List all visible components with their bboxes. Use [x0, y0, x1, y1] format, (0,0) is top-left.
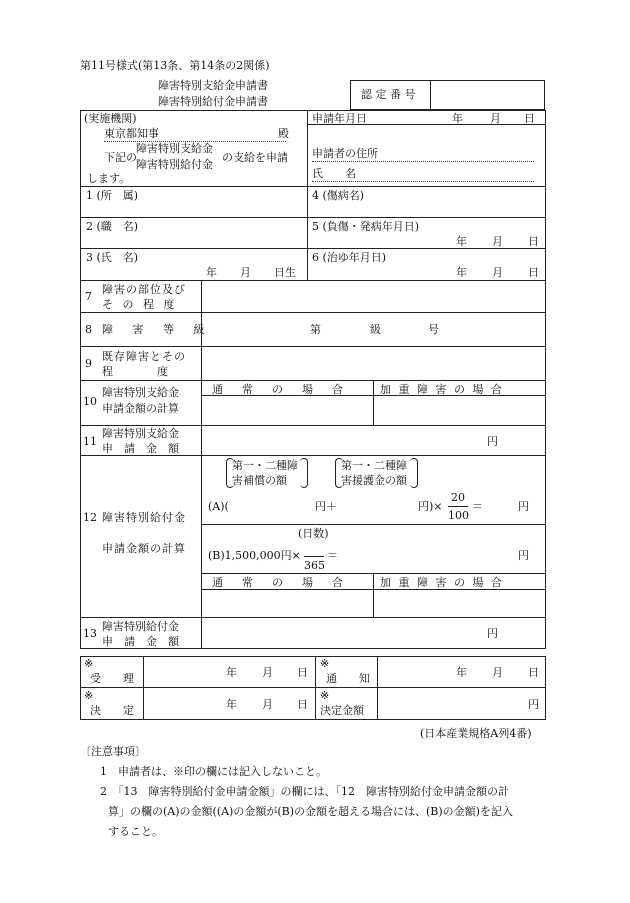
decision-month: 月	[262, 698, 273, 711]
row6-label: 6 (治ゆ年月日)	[312, 251, 387, 264]
formula-b-label: (B)1,500,000円×	[208, 549, 301, 562]
row13-label-1: 障害特別給付金	[102, 620, 179, 633]
r3-month: 月	[240, 266, 251, 279]
decision-label: 決 定	[90, 704, 134, 717]
request-option-1[interactable]: 障害特別支給金	[136, 142, 213, 155]
formula-b-yen: 円	[518, 549, 529, 562]
row9-label-2: 程 度	[102, 365, 168, 378]
row9-label-1: 既存障害とその	[102, 350, 186, 363]
decision-day: 日	[297, 698, 308, 711]
row12-label-2: 申請金額の計算	[102, 542, 186, 555]
note-1: 1 申請者は、※印の欄には記入しないこと。	[100, 765, 327, 778]
row12-label-1: 障害特別給付金	[102, 511, 186, 524]
r3-day: 日生	[274, 266, 296, 279]
formula-a-yen-paren: 円)×	[418, 500, 443, 513]
bracket1-line2: 害補償の額	[232, 474, 287, 487]
notice-year: 年	[456, 666, 467, 679]
r10-col-normal: 通 常 の 場 合	[212, 383, 347, 396]
request-tail: します。	[87, 172, 131, 185]
paper-spec: (日本産業規格A列4番)	[420, 727, 532, 740]
app-month-label: 月	[490, 112, 501, 125]
r5-day: 日	[528, 235, 539, 248]
r11-yen: 円	[487, 435, 498, 448]
r6-year: 年	[456, 266, 467, 279]
notice-label: 通 知	[326, 672, 370, 685]
recv-label: 受 理	[90, 672, 134, 685]
notice-month: 月	[492, 666, 503, 679]
row8-label: 障 害 等 級	[102, 323, 213, 336]
notice-day: 日	[528, 666, 539, 679]
row13-label-2: 申 請 金 額	[102, 635, 179, 648]
bracket-right-2	[410, 458, 418, 488]
row10-label-1: 障害特別支給金	[102, 386, 179, 399]
recv-mark: ※	[84, 657, 94, 670]
note-2-line-1: 2 「13 障害特別給付金申請金額」の欄には、「12 障害特別給付金申請金額の計	[100, 785, 509, 798]
address-label: 申請者の住所	[312, 147, 378, 160]
row7-label-1: 障害の部位及び	[102, 283, 186, 296]
amount-yen: 円	[528, 698, 539, 711]
form-number: 第11号様式(第13条、第14条の2関係)	[80, 59, 270, 72]
row2-label: 2 (職 名)	[86, 220, 139, 233]
r12-col-normal: 通 常 の 場 合	[212, 576, 347, 589]
bracket-right-1	[300, 458, 308, 488]
title-line-1: 障害特別支給金申請書	[158, 79, 268, 92]
request-prefix: 下記の	[104, 151, 137, 164]
formula-a-yen: 円	[518, 500, 529, 513]
address-line[interactable]	[312, 161, 534, 162]
recv-year: 年	[226, 666, 237, 679]
r3-year: 年	[206, 266, 217, 279]
r6-month: 月	[492, 266, 503, 279]
applicant-name-line[interactable]	[312, 181, 534, 182]
title-line-2: 障害特別給付金申請書	[158, 95, 268, 108]
notice-mark: ※	[320, 657, 330, 670]
office-use-table	[80, 656, 546, 720]
r13-yen: 円	[487, 627, 498, 640]
row11-number: 11	[83, 435, 97, 448]
frac1-numerator: 20	[451, 491, 465, 504]
formula-a-label: (A)(	[208, 500, 229, 513]
formula-b-days: (日数)	[298, 527, 329, 540]
row10-number: 10	[83, 395, 97, 408]
row1-label: 1 (所 属)	[86, 189, 139, 202]
agency-name: 東京都知事	[104, 127, 159, 140]
app-day-label: 日	[524, 112, 535, 125]
row13-box	[80, 617, 546, 649]
application-date-label: 申請年月日	[312, 112, 367, 125]
decision-year: 年	[226, 698, 237, 711]
row12-number: 12	[83, 511, 97, 524]
bracket1-line1: 第一・二種障	[232, 459, 298, 472]
bracket2-line1: 第一・二種障	[341, 459, 407, 472]
r6-day: 日	[528, 266, 539, 279]
grade-dai: 第	[310, 323, 321, 336]
request-suffix: の支給を申請	[222, 151, 288, 164]
frac2-denominator: 365	[304, 559, 325, 572]
row11-label-1: 障害特別支給金	[102, 427, 179, 440]
row11-label-2: 申 請 金 額	[102, 442, 179, 455]
notes-title: 〔注意事項〕	[80, 745, 146, 758]
row8-number: 8	[85, 323, 92, 336]
row9-number: 9	[85, 357, 92, 370]
formula-b-eq: ＝	[327, 549, 338, 562]
row5-label: 5 (負傷・発病年月日)	[312, 220, 420, 233]
row3-label: 3 (氏 名)	[86, 251, 139, 264]
request-option-2[interactable]: 障害特別給付金	[136, 158, 213, 171]
cert-number-label: 認 定 番 号	[361, 88, 416, 101]
frac1-denominator: 100	[448, 509, 469, 522]
name-label-1: 氏	[312, 167, 323, 180]
row13-number: 13	[83, 627, 97, 640]
row7-label-2: そ の 程 度	[102, 298, 178, 311]
note-2-line-3: すること。	[108, 825, 163, 838]
note-2-line-2: 算」の欄の(A)の金額((A)の金額が(B)の金額を超える場合には、(B)の金額)を記入	[108, 805, 513, 818]
row7-number: 7	[85, 290, 92, 303]
app-year-label: 年	[452, 112, 463, 125]
agency-label: (実施機関)	[84, 112, 137, 125]
formula-a-yen-plus: 円＋	[315, 500, 337, 513]
r12-col-added: 加 重 障 害 の 場 合	[380, 576, 504, 589]
amount-mark: ※	[320, 689, 330, 702]
grade-go: 号	[428, 323, 439, 336]
recv-month: 月	[262, 666, 273, 679]
grade-kyu: 級	[370, 323, 381, 336]
formula-a-eq: ＝	[472, 500, 483, 513]
r10-col-added: 加 重 障 害 の 場 合	[380, 383, 504, 396]
r5-month: 月	[492, 235, 503, 248]
bracket2-line2: 害援護金の額	[341, 474, 407, 487]
amount-label: 決定金額	[320, 704, 364, 717]
row10-label-2: 申請金額の計算	[102, 402, 179, 415]
recv-day: 日	[297, 666, 308, 679]
name-label-2: 名	[345, 167, 356, 180]
row4-label: 4 (傷病名)	[312, 189, 365, 202]
decision-mark: ※	[84, 689, 94, 702]
r5-year: 年	[456, 235, 467, 248]
honorific: 殿	[278, 127, 289, 140]
